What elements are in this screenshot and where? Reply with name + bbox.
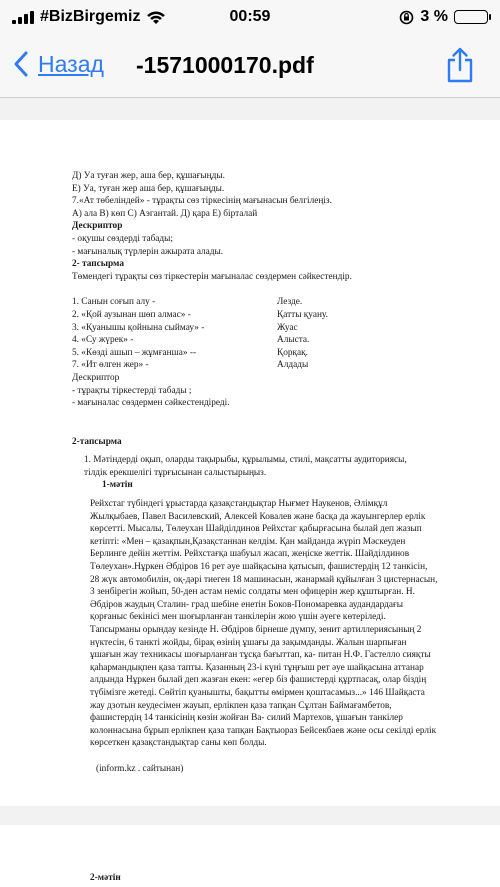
text1-line: көрсеткен қазақстандықтар саны көп болды. (90, 738, 267, 749)
text2-heading: 2-мәтін (90, 873, 121, 883)
text1-line: Тапсырманы орындау кезінде Н. Әбдіров бірнеше дүмпу, зенит артиллериясының 2 (90, 625, 422, 635)
text1-line: нүктесін, 6 танкті жойды, бірақ өзінің ұшағы да зақымданды. Жалын шарпыған (90, 637, 407, 648)
source-line: (inform.kz . сайтынан) (96, 763, 184, 774)
text-line: Е) Уа, туған жер аша бер, құшағыңды. (72, 183, 225, 194)
text1-line: Берлинге дейін жеттім. Рейхстағқа шабуыл жасап, жеңіске жеттік. Шайділдинов (90, 549, 410, 560)
match-row (72, 347, 492, 360)
task2-item: тілдік ерекшелігі тұрғысынан салыстырыңыз. (84, 467, 267, 478)
text1-line: Рейхстаг түбіндегі ұрыстарда қазақстандықтар Нығмет Наукенов, Әлімқұл (90, 499, 388, 510)
text1-line: түбімізге жетеді. Сөйтіп қуанышты, бақытты өмірмен қоштасамыз...» 146 Шайқаста (90, 687, 425, 698)
text-line: - мағыналық түрлерін ажырата алады. (72, 246, 224, 257)
match-left: 5. «Көзді ашып – жұмғанша» -- (72, 347, 197, 358)
match-row (72, 322, 492, 335)
text1-line: қорғаныс бекінісі мен шоғырланған танкілерін жою үшін әуеге көтеріледі. (90, 612, 386, 623)
match-right: Алдады (277, 360, 309, 371)
text1-line: кетіпті: «Мен – қазақпын,Қазақстаннан келдім. Қан майданда жүріп Мәскеуден (90, 536, 406, 547)
match-row (72, 296, 492, 309)
text1-body (72, 498, 492, 775)
task2-heading: 2-тапсырма (72, 436, 122, 447)
back-button[interactable] (12, 50, 104, 78)
pdf-page-2 (0, 825, 500, 887)
text1-heading: 1-мәтін (102, 480, 133, 491)
text-line: - тұрақты тіркестерді табады ; (72, 385, 192, 396)
text1-line: колоннасына бұрып ерлікпен қаза тапқан Бақтыораз Бейсекбаев және осы секілді ерлік (90, 725, 437, 736)
match-left: 3. «Қуанышы қойнына сыймау» - (72, 322, 205, 333)
chevron-left-icon (12, 50, 30, 78)
status-bar (0, 0, 500, 36)
text-line: - оқушы сөздерді табады; (72, 233, 173, 244)
match-left: 7. «Ит өлген жер» - (72, 360, 149, 371)
text1-line: 3 зенбірегін жойып, 50-ден астам неміс солдаты мен офицерін жер құштырған. Н. (90, 587, 415, 598)
match-right: Қатты қуану. (277, 309, 328, 320)
text1-line: жау дзотын кеудесімен жауып, ерлікпен қаза тапқан Сұлтан Баймағамбетов, (90, 700, 392, 711)
text-line: А) ала В) көп С) Аэгантай. Д) қара Е) бірталай (72, 208, 258, 219)
match-row (72, 359, 492, 372)
text1-line: фашистердің 14 танкісінің көзін жойған Ва- силий Мартехов, ұшағын танкілер (90, 713, 403, 724)
rotation-lock-icon (399, 10, 414, 25)
share-icon (446, 46, 474, 84)
share-button[interactable] (446, 46, 474, 89)
text1-line: ұшағын жау техникасы шоғырланған тұсқа бағыттап, ка- питан Н.Ф. Гастелло сияқты (90, 650, 431, 661)
task2-item: 1. Мәтіндерді оқып, оларды тақырыбы, құрылымы, стилі, мақсатты аудиториясы, (84, 455, 407, 466)
text1-line: қаһармандықпен қаза тапты. Қазанның 23-і күні тұңғыш рет әуе шайқасына аттанар (90, 662, 424, 673)
task-heading: 2- тапсырма (72, 259, 124, 270)
match-right: Лезде. (277, 297, 303, 308)
descriptor-heading: Дескриптор (72, 221, 123, 232)
text-line: Д) Уа туған жер, аша бер, құшағыңды. (72, 171, 225, 181)
carrier-name: #BizBirgemiz (40, 8, 141, 25)
match-left: 2. «Қой аузынан шөп алмас» - (72, 309, 191, 320)
descriptor2-heading: Дескриптор (72, 372, 120, 383)
status-right (399, 8, 488, 26)
text1-line: алдында Нұркен былай деп жазған екен: «егер біз фашистерді құртпасақ, олар біздің (90, 675, 427, 686)
nav-bar (0, 36, 500, 98)
text1-line: 28 жүк автомобилін, оқ-дәрі тиеген 18 машинасын, жанармай құйылған 3 цистернасын, (90, 574, 438, 585)
match-right: Қорқақ. (277, 347, 308, 358)
text1-line: Әбдіров жаудың Сталин- град шебіне енетін Боков-Пономаревка аудандардағы (90, 599, 404, 610)
text1-line: Жылқыбаев, Павел Василевский, Алексей Ковалев және басқа да жауынгерлер ерлік (90, 511, 426, 522)
text-line: - мағыналас сөздермен сәйкестендіреді. (72, 398, 230, 409)
match-right: Жуас (277, 322, 298, 333)
battery-icon (454, 10, 488, 24)
match-right: Алыста. (277, 335, 310, 346)
back-label: Назад (38, 50, 104, 77)
text-line: 7.«Ат төбеліндей» - тұрақты сөз тіркесінің мағынасын белгілеңіз. (72, 196, 332, 207)
text-line: Төмендегі тұрақты сөз тіркестерін мағыналас сөздермен сәйкестендір. (72, 271, 352, 282)
battery-percent: 3 % (420, 8, 448, 25)
document-title: -1571000170.pdf (136, 52, 314, 78)
page1-content (72, 170, 492, 776)
page2-content (90, 872, 121, 885)
clock: 00:59 (229, 8, 271, 25)
match-row (72, 334, 492, 347)
match-left: 4. «Су жүрек» - (72, 335, 134, 346)
text1-line: көрсетті. Мысалы, Төлеухан Шайділдинов Рейхстаг қабырғасына былай деп жазып (90, 524, 422, 535)
match-row (72, 309, 492, 322)
match-left: 1. Санын соғып алу - (72, 297, 156, 308)
text1-line: Төлеухан».Нұркен Әбдіров 16 рет әуе шайқасына қатысып, фашистердің 12 танкісін, (90, 562, 428, 573)
